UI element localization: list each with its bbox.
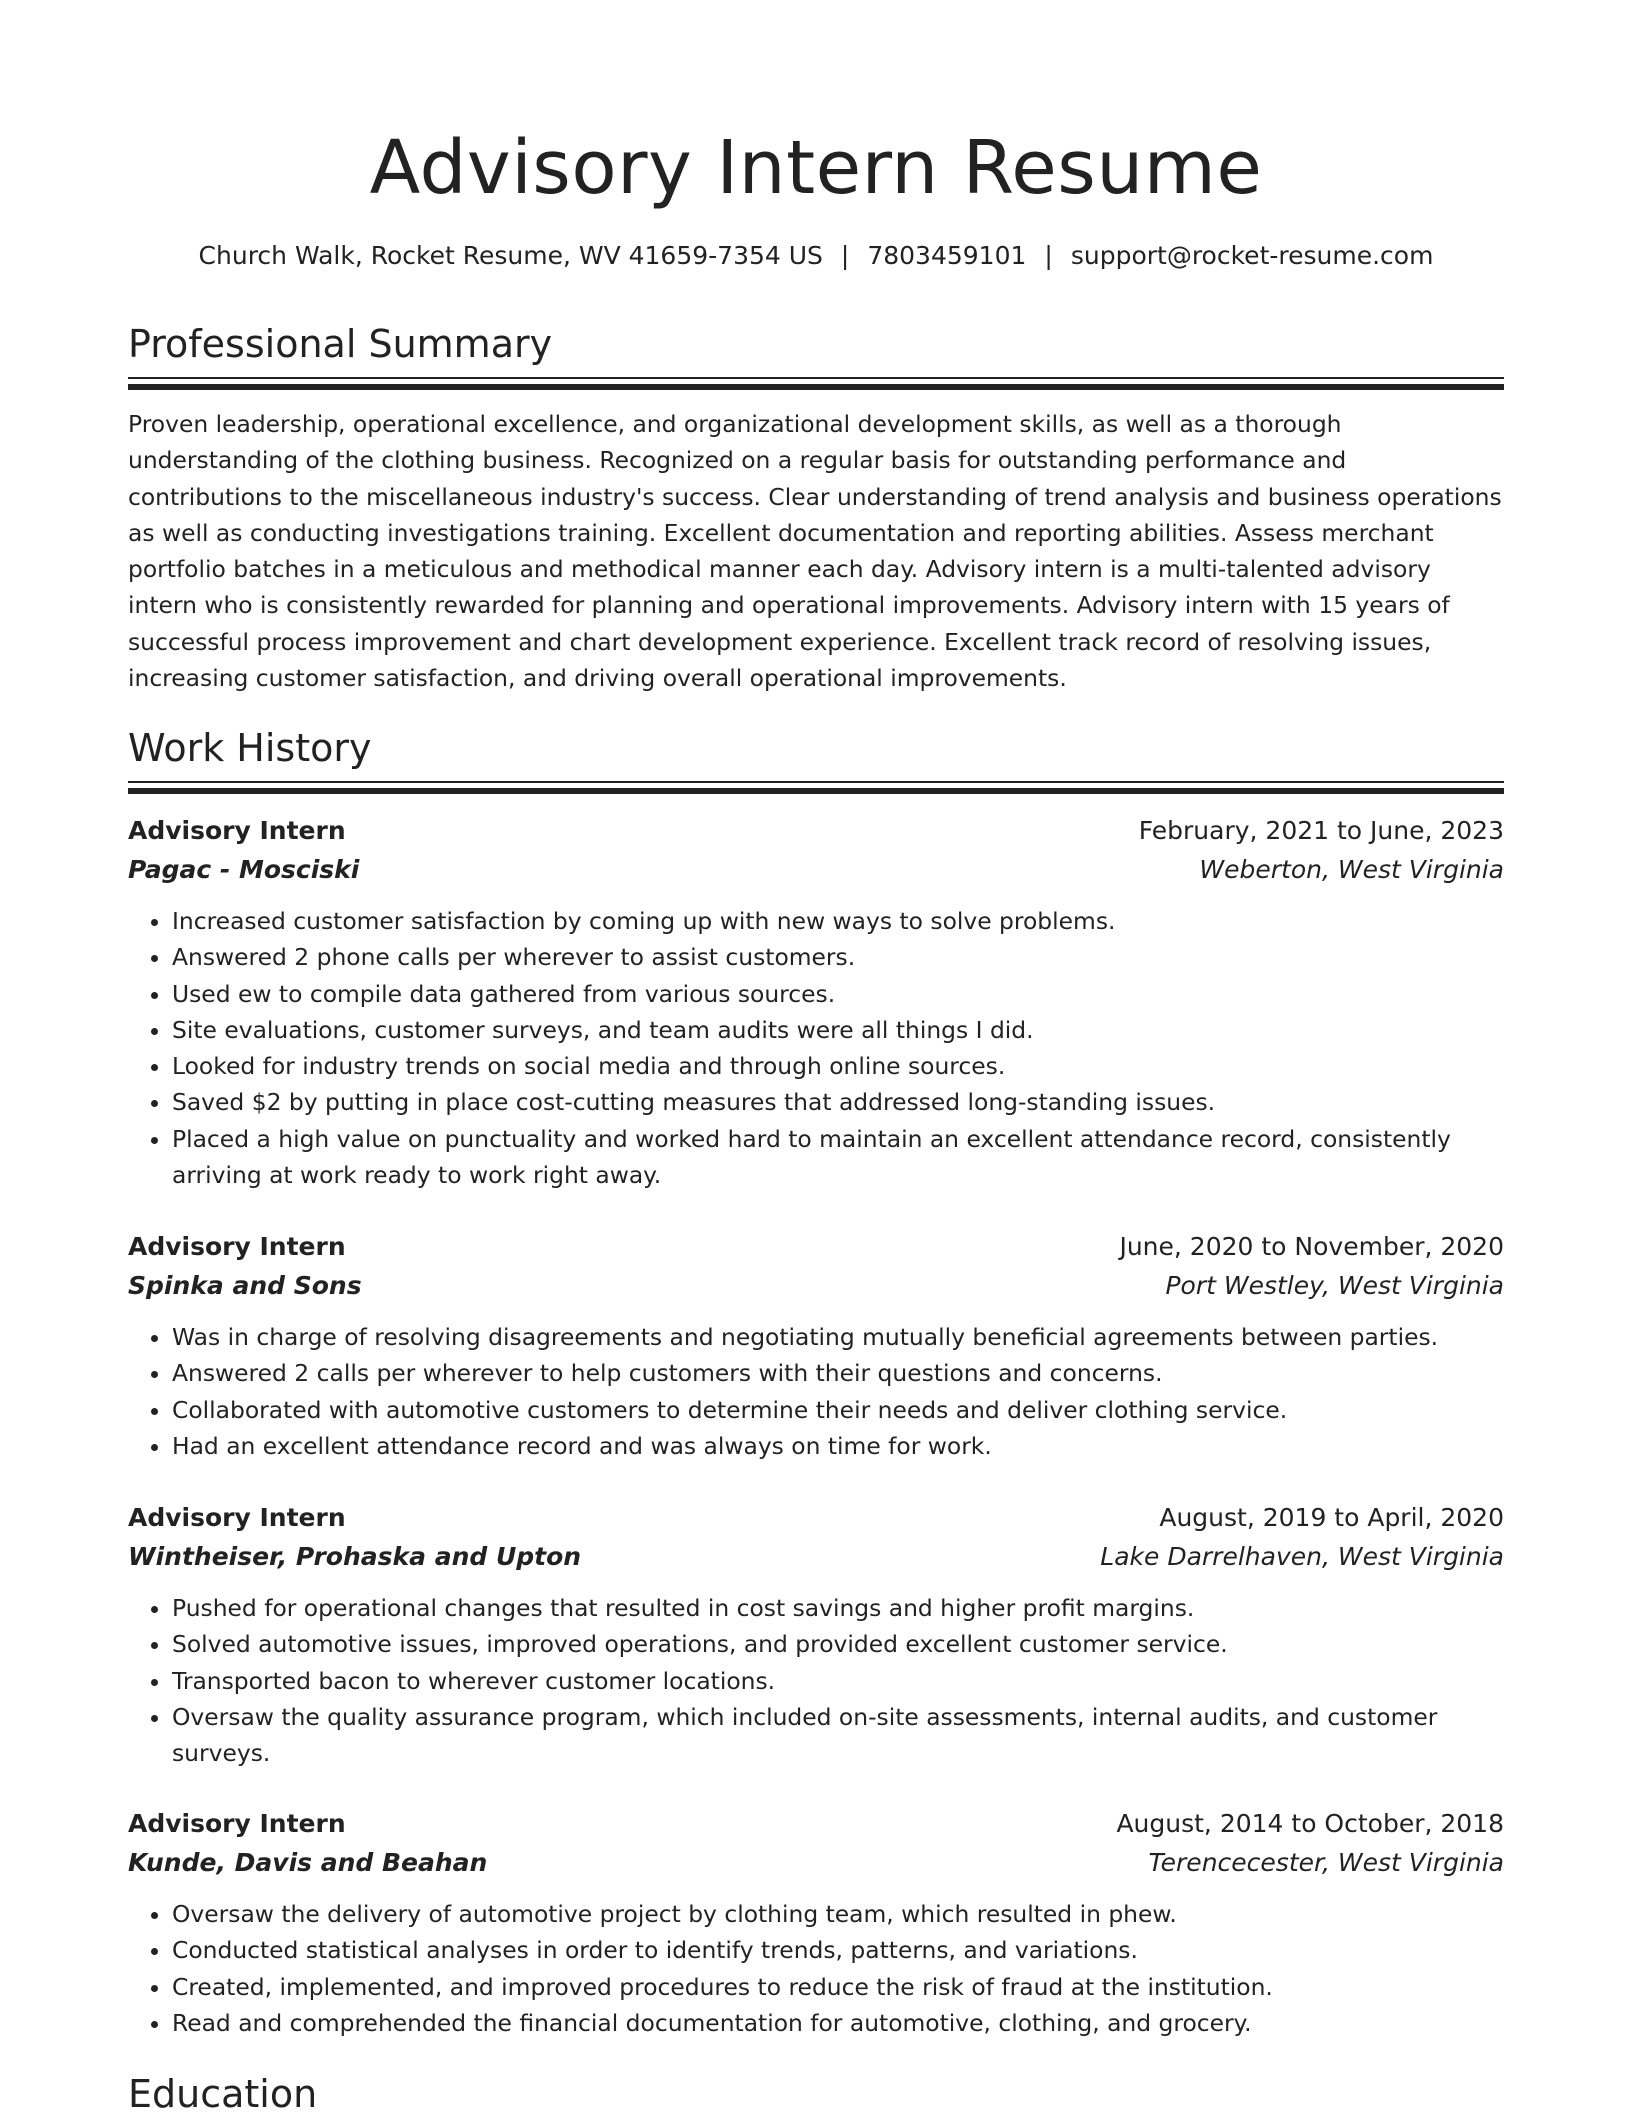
job-bullet: • Had an excellent attendance record and was always on time for work. bbox=[172, 1428, 1504, 1464]
job-bullet: • Oversaw the delivery of automotive project by clothing team, which resulted in phew. bbox=[172, 1896, 1504, 1932]
section-divider bbox=[128, 377, 1504, 379]
job-entry bbox=[128, 1498, 1504, 1771]
job-bullet: • Pushed for operational changes that resulted in cost savings and higher profit margins. bbox=[172, 1590, 1504, 1626]
contact-phone: 7803459101 bbox=[867, 241, 1027, 270]
job-bullet: • Solved automotive issues, improved operations, and provided excellent customer service. bbox=[172, 1626, 1504, 1662]
job-bullet: • Answered 2 calls per wherever to help customers with their questions and concerns. bbox=[172, 1355, 1504, 1391]
job-bullet: • Conducted statistical analyses in order to identify trends, patterns, and variations. bbox=[172, 1932, 1504, 1968]
job-bullet: • Was in charge of resolving disagreements and negotiating mutually beneficial agreements between parties. bbox=[172, 1319, 1504, 1355]
section-divider bbox=[128, 781, 1504, 783]
job-bullet: • Answered 2 phone calls per wherever to assist customers. bbox=[172, 939, 1504, 975]
job-location: Terencecester, West Virginia bbox=[1148, 1848, 1504, 1877]
job-location: Lake Darrelhaven, West Virginia bbox=[1100, 1542, 1504, 1571]
job-bullet-list bbox=[128, 903, 1504, 1193]
section-heading-education: Education bbox=[128, 2072, 318, 2116]
job-location: Port Westley, West Virginia bbox=[1165, 1271, 1504, 1300]
job-bullet-list bbox=[128, 1896, 1504, 2041]
job-bullet: • Increased customer satisfaction by coming up with new ways to solve problems. bbox=[172, 903, 1504, 939]
section-heading-summary: Professional Summary bbox=[128, 322, 553, 366]
contact-line bbox=[128, 238, 1504, 274]
job-company: Spinka and Sons bbox=[128, 1271, 362, 1300]
job-entry bbox=[128, 1804, 1504, 2041]
contact-address: Church Walk, Rocket Resume, WV 41659-7354 US bbox=[198, 241, 823, 270]
job-entry bbox=[128, 1227, 1504, 1464]
job-bullet: • Used ew to compile data gathered from various sources. bbox=[172, 976, 1504, 1012]
contact-separator: | bbox=[840, 241, 850, 270]
job-entry bbox=[128, 811, 1504, 1193]
resume-title: Advisory Intern Resume bbox=[369, 125, 1263, 211]
contact-separator: | bbox=[1044, 241, 1053, 270]
job-company-row bbox=[128, 1537, 1504, 1576]
job-company-row bbox=[128, 1843, 1504, 1882]
job-bullet: • Oversaw the quality assurance program, which included on-site assessments, internal audits, and customer surveys. bbox=[172, 1699, 1504, 1772]
job-bullet: • Saved $2 by putting in place cost-cutting measures that addressed long-standing issues. bbox=[172, 1084, 1504, 1120]
job-location: Weberton, West Virginia bbox=[1199, 855, 1504, 884]
job-header-row bbox=[128, 811, 1504, 850]
job-bullet: • Read and comprehended the financial documentation for automotive, clothing, and grocery. bbox=[172, 2005, 1504, 2041]
job-bullet: • Looked for industry trends on social media and through online sources. bbox=[172, 1048, 1504, 1084]
job-bullet: • Created, implemented, and improved procedures to reduce the risk of fraud at the institution. bbox=[172, 1969, 1504, 2005]
section-heading-work-history: Work History bbox=[128, 726, 372, 770]
job-title: Advisory Intern bbox=[128, 1232, 346, 1261]
job-company-row bbox=[128, 850, 1504, 889]
job-dates: August, 2019 to April, 2020 bbox=[1159, 1503, 1504, 1532]
job-header-row bbox=[128, 1498, 1504, 1537]
job-company-row bbox=[128, 1266, 1504, 1305]
job-title: Advisory Intern bbox=[128, 1503, 346, 1532]
summary-text: Proven leadership, operational excellence, and organizational development skills, as well as a thorough understanding of the clothing business. Recognized on a regular basis for outstanding performance and contributions to the miscellaneous industry's success. Clear understanding of trend analysis and business operations as well as conducting investigations training. Excellent documentation and reporting abilities. Assess merchant portfolio batches in a meticulous and methodical manner each day. Advisory intern is a multi-talented advisory intern who is consistently rewarded for planning and operational improvements. Advisory intern with 15 years of successful process improvement and chart development experience. Excellent track record of resolving issues, increasing customer satisfaction, and driving overall operational improvements. bbox=[128, 410, 1502, 693]
job-company: Kunde, Davis and Beahan bbox=[128, 1848, 488, 1877]
job-bullet-list bbox=[128, 1319, 1504, 1464]
job-bullet-list bbox=[128, 1590, 1504, 1771]
contact-email: support@rocket-resume.com bbox=[1070, 241, 1434, 270]
job-title: Advisory Intern bbox=[128, 816, 346, 845]
job-header-row bbox=[128, 1227, 1504, 1266]
job-bullet: • Site evaluations, customer surveys, and team audits were all things I did. bbox=[172, 1012, 1504, 1048]
job-dates: August, 2014 to October, 2018 bbox=[1116, 1809, 1504, 1838]
job-title: Advisory Intern bbox=[128, 1809, 346, 1838]
job-bullet: • Collaborated with automotive customers to determine their needs and deliver clothing service. bbox=[172, 1392, 1504, 1428]
section-divider bbox=[128, 384, 1504, 390]
job-dates: February, 2021 to June, 2023 bbox=[1138, 816, 1504, 845]
job-dates: June, 2020 to November, 2020 bbox=[1119, 1232, 1504, 1261]
job-company: Pagac - Mosciski bbox=[128, 855, 360, 884]
section-divider bbox=[128, 788, 1504, 794]
job-header-row bbox=[128, 1804, 1504, 1843]
job-bullet: • Transported bacon to wherever customer locations. bbox=[172, 1663, 1504, 1699]
job-bullet: • Placed a high value on punctuality and worked hard to maintain an excellent attendance record, consistently arriving at work ready to work right away. bbox=[172, 1121, 1504, 1194]
job-company: Wintheiser, Prohaska and Upton bbox=[128, 1542, 582, 1571]
